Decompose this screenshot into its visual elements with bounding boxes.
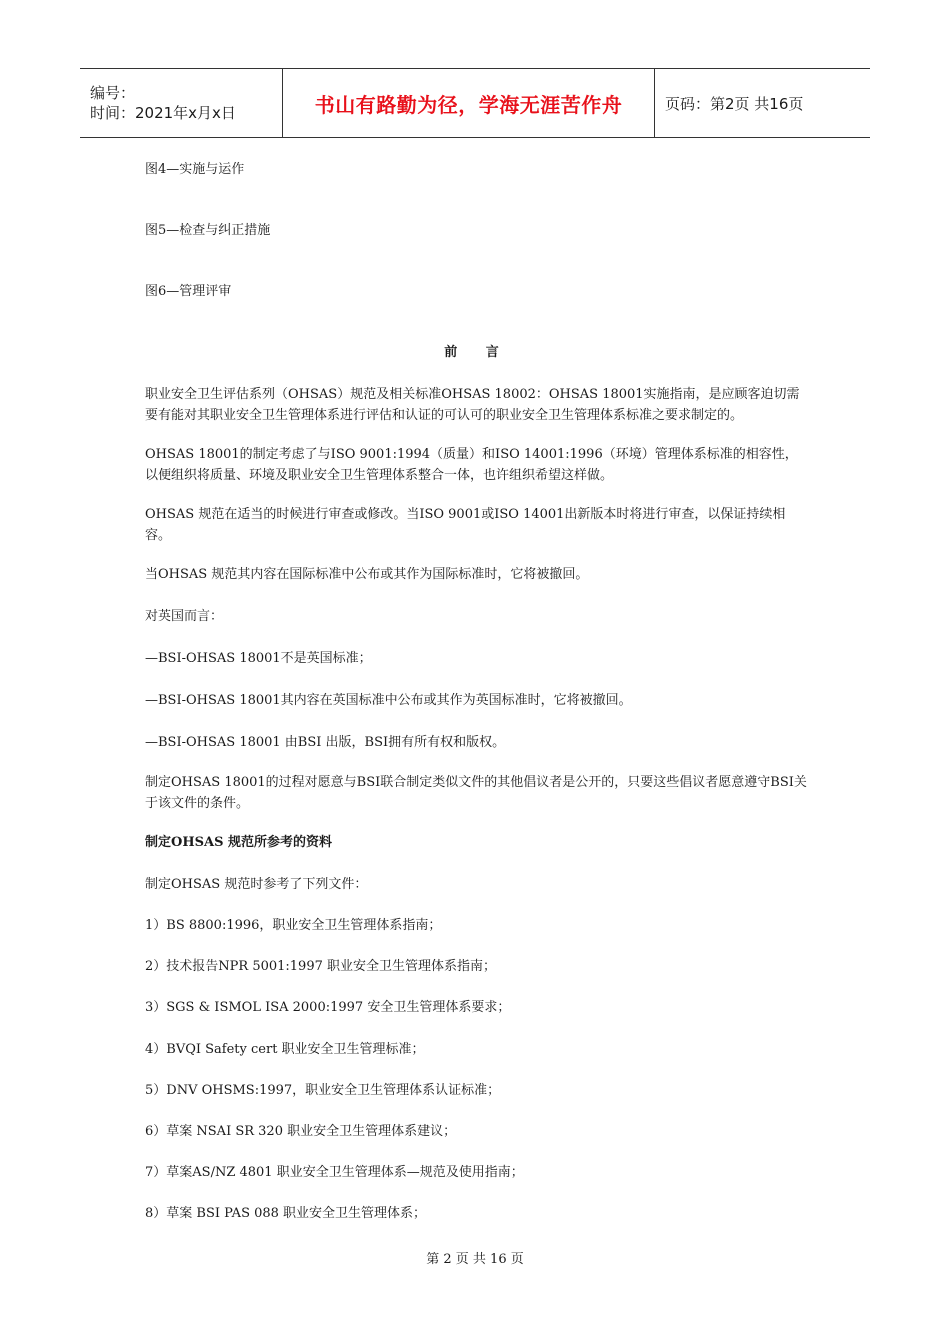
references-heading: 制定OHSAS 规范所参考的资料 [145,835,332,850]
reference-item: 3）SGS & ISMOL ISA 2000:1997 安全卫生管理体系要求； [145,1000,511,1015]
paragraph: 制定OHSAS 18001的过程对愿意与BSI联合制定类似文件的其他倡议者是公开的，只要这些倡议者愿意遵守BSI关于该文件的条件。 [145,775,807,811]
references-intro: 制定OHSAS 规范时参考了下列文件： [145,877,368,892]
reference-item: 8）草案 BSI PAS 088 职业安全卫生管理体系； [145,1206,427,1221]
reference-item: 2）技术报告NPR 5001:1997 职业安全卫生管理体系指南； [145,959,496,974]
page-footer: 第 2 页 共 16 页 [426,1252,524,1267]
paragraph: 当OHSAS 规范其内容在国际标准中公布或其作为国际标准时，它将被撤回。 [145,567,589,582]
reference-item: 1）BS 8800:1996，职业安全卫生管理体系指南； [145,918,442,933]
document-number-label: 编号： [90,84,136,102]
reference-item: 4）BVQI Safety cert 职业安全卫生管理标准； [145,1042,425,1057]
header-motto: 书山有路勤为径，学海无涯苦作舟 [314,92,623,117]
list-item: —BSI-OHSAS 18001不是英国标准； [145,651,372,666]
figure-caption: 图4—实施与运作 [145,162,245,177]
list-item: —BSI-OHSAS 18001 由BSI 出版，BSI拥有所有权和版权。 [145,735,506,750]
paragraph: 对英国而言： [145,609,224,624]
reference-item: 7）草案AS/NZ 4801 职业安全卫生管理体系—规范及使用指南； [145,1165,524,1180]
paragraph: OHSAS 规范在适当的时候进行审查或修改。当ISO 9001或ISO 14001出新版本时将进行审查，以保证持续相容。 [145,507,786,543]
page-counter: 页码：第2页 共16页 [665,94,804,113]
reference-item: 5）DNV OHSMS:1997，职业安全卫生管理体系认证标准； [145,1083,501,1098]
page-header [80,68,870,138]
header-meta [80,69,283,137]
figure-caption: 图6—管理评审 [145,284,232,299]
figure-caption: 图5—检查与纠正措施 [145,223,271,238]
document-date: 时间：2021年x月x日 [90,104,236,122]
list-item: —BSI-OHSAS 18001其内容在英国标准中公布或其作为英国标准时，它将被撤回。 [145,693,632,708]
section-title: 前 言 [444,345,511,360]
paragraph: OHSAS 18001的制定考虑了与ISO 9001:1994（质量）和ISO 14001:1996（环境）管理体系标准的相容性，以便组织将质量、环境及职业安全卫生管理体系整合一体，也许组织希望这样做。 [145,447,798,483]
header-motto-cell [283,69,655,137]
paragraph: 职业安全卫生评估系列（OHSAS）规范及相关标准OHSAS 18002：OHSAS 18001实施指南，是应顾客迫切需要有能对其职业安全卫生管理体系进行评估和认证的可认可的职业安全卫生管理体系标准之要求制定的。 [145,387,800,423]
reference-item: 6）草案 NSAI SR 320 职业安全卫生管理体系建议； [145,1124,457,1139]
header-page-info [655,69,870,137]
